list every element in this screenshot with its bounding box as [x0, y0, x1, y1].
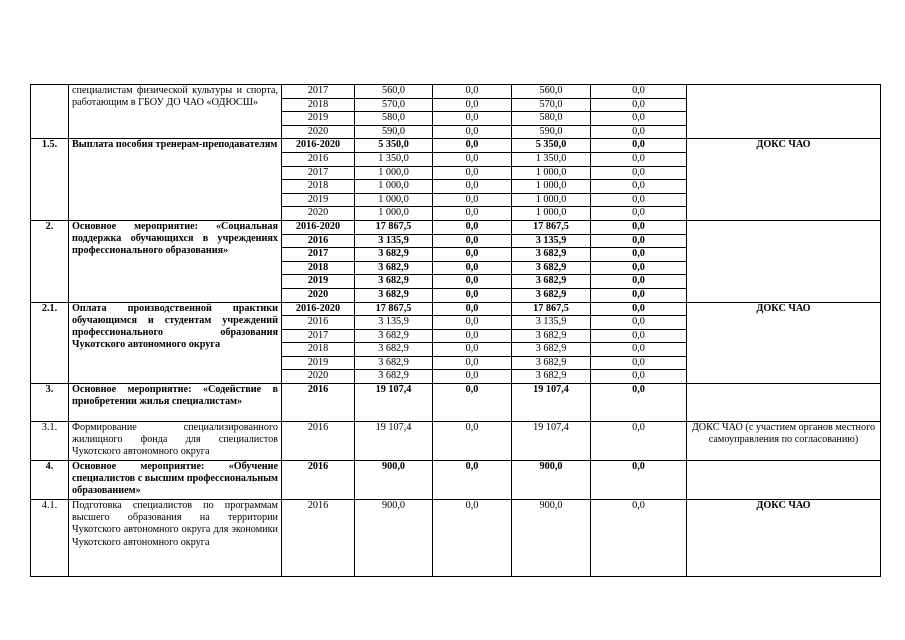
period-cell: 2018 — [282, 98, 355, 112]
period-cell: 2019 — [282, 193, 355, 207]
federal-cell: 0,0 — [433, 166, 512, 180]
row-number: 3.1. — [31, 422, 69, 461]
total-cell: 900,0 — [355, 461, 433, 500]
period-cell: 2017 — [282, 85, 355, 99]
federal-cell: 0,0 — [433, 370, 512, 384]
federal-cell: 0,0 — [433, 422, 512, 461]
other-cell: 0,0 — [591, 180, 687, 194]
total-cell: 1 000,0 — [355, 207, 433, 221]
total-cell: 580,0 — [355, 112, 433, 126]
period-cell: 2016 — [282, 384, 355, 422]
federal-cell: 0,0 — [433, 275, 512, 289]
regional-cell: 3 682,9 — [512, 288, 591, 302]
responsible-executor: ДОКС ЧАО (с участием органов местного самоуправления по согласованию) — [687, 422, 881, 461]
federal-cell: 0,0 — [433, 98, 512, 112]
regional-cell: 17 867,5 — [512, 302, 591, 316]
activity-name: Основное мероприятие: «Социальная поддержка обучающихся в учреждениях профессионального образования» — [69, 220, 282, 302]
other-cell: 0,0 — [591, 166, 687, 180]
regional-cell: 1 350,0 — [512, 152, 591, 166]
other-cell: 0,0 — [591, 152, 687, 166]
regional-cell: 3 135,9 — [512, 316, 591, 330]
period-cell: 2019 — [282, 112, 355, 126]
period-cell: 2017 — [282, 248, 355, 262]
table-row — [31, 384, 881, 422]
activity-name: Подготовка специалистов по программам высшего образования на территории Чукотского автономного округа для экономики Чукотского автономного округа — [69, 500, 282, 577]
activity-name: Основное мероприятие: «Содействие в приобретении жилья специалистам» — [69, 384, 282, 422]
regional-cell: 19 107,4 — [512, 422, 591, 461]
federal-cell: 0,0 — [433, 207, 512, 221]
other-cell: 0,0 — [591, 316, 687, 330]
activity-name: Основное мероприятие: «Обучение специалистов с высшим профессиональным образованием» — [69, 461, 282, 500]
other-cell: 0,0 — [591, 234, 687, 248]
total-cell: 590,0 — [355, 125, 433, 139]
federal-cell: 0,0 — [433, 112, 512, 126]
regional-cell: 3 682,9 — [512, 248, 591, 262]
period-cell: 2019 — [282, 356, 355, 370]
period-cell: 2016 — [282, 234, 355, 248]
period-cell: 2017 — [282, 166, 355, 180]
period-cell: 2020 — [282, 207, 355, 221]
period-cell: 2016 — [282, 152, 355, 166]
regional-cell: 17 867,5 — [512, 220, 591, 234]
activity-name: Выплата пособия тренерам-преподавателям — [69, 139, 282, 221]
responsible-executor — [687, 220, 881, 302]
other-cell: 0,0 — [591, 500, 687, 577]
federal-cell: 0,0 — [433, 343, 512, 357]
other-cell: 0,0 — [591, 139, 687, 153]
total-cell: 3 682,9 — [355, 356, 433, 370]
regional-cell: 3 682,9 — [512, 343, 591, 357]
regional-cell: 19 107,4 — [512, 384, 591, 422]
table-row — [31, 85, 881, 99]
regional-cell: 1 000,0 — [512, 180, 591, 194]
program-table — [30, 84, 881, 577]
other-cell: 0,0 — [591, 98, 687, 112]
row-number: 4. — [31, 461, 69, 500]
regional-cell: 900,0 — [512, 461, 591, 500]
other-cell: 0,0 — [591, 220, 687, 234]
table-row — [31, 461, 881, 500]
table-row — [31, 302, 881, 316]
regional-cell: 5 350,0 — [512, 139, 591, 153]
responsible-executor: ДОКС ЧАО — [687, 139, 881, 221]
activity-name: специалистам физической культуры и спорта, работающим в ГБОУ ДО ЧАО «ОДЮСШ» — [69, 85, 282, 139]
other-cell: 0,0 — [591, 461, 687, 500]
federal-cell: 0,0 — [433, 248, 512, 262]
other-cell: 0,0 — [591, 384, 687, 422]
period-cell: 2018 — [282, 343, 355, 357]
federal-cell: 0,0 — [433, 461, 512, 500]
total-cell: 3 135,9 — [355, 316, 433, 330]
regional-cell: 3 682,9 — [512, 261, 591, 275]
regional-cell: 560,0 — [512, 85, 591, 99]
regional-cell: 590,0 — [512, 125, 591, 139]
period-cell: 2016 — [282, 422, 355, 461]
total-cell: 560,0 — [355, 85, 433, 99]
row-number: 4.1. — [31, 500, 69, 577]
total-cell: 17 867,5 — [355, 302, 433, 316]
federal-cell: 0,0 — [433, 329, 512, 343]
period-cell: 2016 — [282, 461, 355, 500]
total-cell: 19 107,4 — [355, 422, 433, 461]
table-row — [31, 220, 881, 234]
responsible-executor: ДОКС ЧАО — [687, 500, 881, 577]
other-cell: 0,0 — [591, 356, 687, 370]
activity-name: Оплата производственной практики обучающимся и студентам учреждений профессионального образования Чукотского автономного округа — [69, 302, 282, 384]
regional-cell: 570,0 — [512, 98, 591, 112]
federal-cell: 0,0 — [433, 220, 512, 234]
other-cell: 0,0 — [591, 85, 687, 99]
other-cell: 0,0 — [591, 302, 687, 316]
federal-cell: 0,0 — [433, 316, 512, 330]
period-cell: 2016 — [282, 316, 355, 330]
total-cell: 3 682,9 — [355, 261, 433, 275]
federal-cell: 0,0 — [433, 139, 512, 153]
row-number: 3. — [31, 384, 69, 422]
other-cell: 0,0 — [591, 343, 687, 357]
federal-cell: 0,0 — [433, 152, 512, 166]
table-body — [31, 85, 881, 577]
federal-cell: 0,0 — [433, 500, 512, 577]
period-cell: 2016-2020 — [282, 302, 355, 316]
federal-cell: 0,0 — [433, 125, 512, 139]
responsible-executor — [687, 85, 881, 139]
total-cell: 3 682,9 — [355, 343, 433, 357]
row-number: 2.1. — [31, 302, 69, 384]
period-cell: 2017 — [282, 329, 355, 343]
table-row — [31, 500, 881, 577]
table-row — [31, 422, 881, 461]
federal-cell: 0,0 — [433, 356, 512, 370]
activity-name: Формирование специализированного жилищного фонда для специалистов Чукотского автономного округа — [69, 422, 282, 461]
total-cell: 3 682,9 — [355, 248, 433, 262]
total-cell: 3 682,9 — [355, 288, 433, 302]
federal-cell: 0,0 — [433, 384, 512, 422]
total-cell: 3 682,9 — [355, 275, 433, 289]
row-number — [31, 85, 69, 139]
period-cell: 2016-2020 — [282, 220, 355, 234]
period-cell: 2018 — [282, 180, 355, 194]
period-cell: 2016-2020 — [282, 139, 355, 153]
regional-cell: 3 135,9 — [512, 234, 591, 248]
total-cell: 1 350,0 — [355, 152, 433, 166]
regional-cell: 1 000,0 — [512, 193, 591, 207]
federal-cell: 0,0 — [433, 180, 512, 194]
responsible-executor — [687, 461, 881, 500]
total-cell: 17 867,5 — [355, 220, 433, 234]
responsible-executor: ДОКС ЧАО — [687, 302, 881, 384]
total-cell: 1 000,0 — [355, 193, 433, 207]
other-cell: 0,0 — [591, 288, 687, 302]
federal-cell: 0,0 — [433, 261, 512, 275]
other-cell: 0,0 — [591, 193, 687, 207]
other-cell: 0,0 — [591, 422, 687, 461]
other-cell: 0,0 — [591, 370, 687, 384]
total-cell: 19 107,4 — [355, 384, 433, 422]
regional-cell: 3 682,9 — [512, 356, 591, 370]
total-cell: 1 000,0 — [355, 166, 433, 180]
regional-cell: 1 000,0 — [512, 207, 591, 221]
regional-cell: 1 000,0 — [512, 166, 591, 180]
period-cell: 2018 — [282, 261, 355, 275]
federal-cell: 0,0 — [433, 193, 512, 207]
total-cell: 5 350,0 — [355, 139, 433, 153]
regional-cell: 3 682,9 — [512, 275, 591, 289]
total-cell: 3 682,9 — [355, 329, 433, 343]
regional-cell: 900,0 — [512, 500, 591, 577]
total-cell: 900,0 — [355, 500, 433, 577]
total-cell: 1 000,0 — [355, 180, 433, 194]
row-number: 1.5. — [31, 139, 69, 221]
federal-cell: 0,0 — [433, 234, 512, 248]
total-cell: 3 135,9 — [355, 234, 433, 248]
total-cell: 570,0 — [355, 98, 433, 112]
federal-cell: 0,0 — [433, 302, 512, 316]
responsible-executor — [687, 384, 881, 422]
other-cell: 0,0 — [591, 125, 687, 139]
period-cell: 2016 — [282, 500, 355, 577]
other-cell: 0,0 — [591, 207, 687, 221]
other-cell: 0,0 — [591, 329, 687, 343]
federal-cell: 0,0 — [433, 288, 512, 302]
regional-cell: 580,0 — [512, 112, 591, 126]
table-row — [31, 139, 881, 153]
federal-cell: 0,0 — [433, 85, 512, 99]
regional-cell: 3 682,9 — [512, 370, 591, 384]
period-cell: 2020 — [282, 125, 355, 139]
other-cell: 0,0 — [591, 248, 687, 262]
other-cell: 0,0 — [591, 275, 687, 289]
period-cell: 2020 — [282, 288, 355, 302]
total-cell: 3 682,9 — [355, 370, 433, 384]
other-cell: 0,0 — [591, 112, 687, 126]
period-cell: 2019 — [282, 275, 355, 289]
period-cell: 2020 — [282, 370, 355, 384]
other-cell: 0,0 — [591, 261, 687, 275]
regional-cell: 3 682,9 — [512, 329, 591, 343]
row-number: 2. — [31, 220, 69, 302]
